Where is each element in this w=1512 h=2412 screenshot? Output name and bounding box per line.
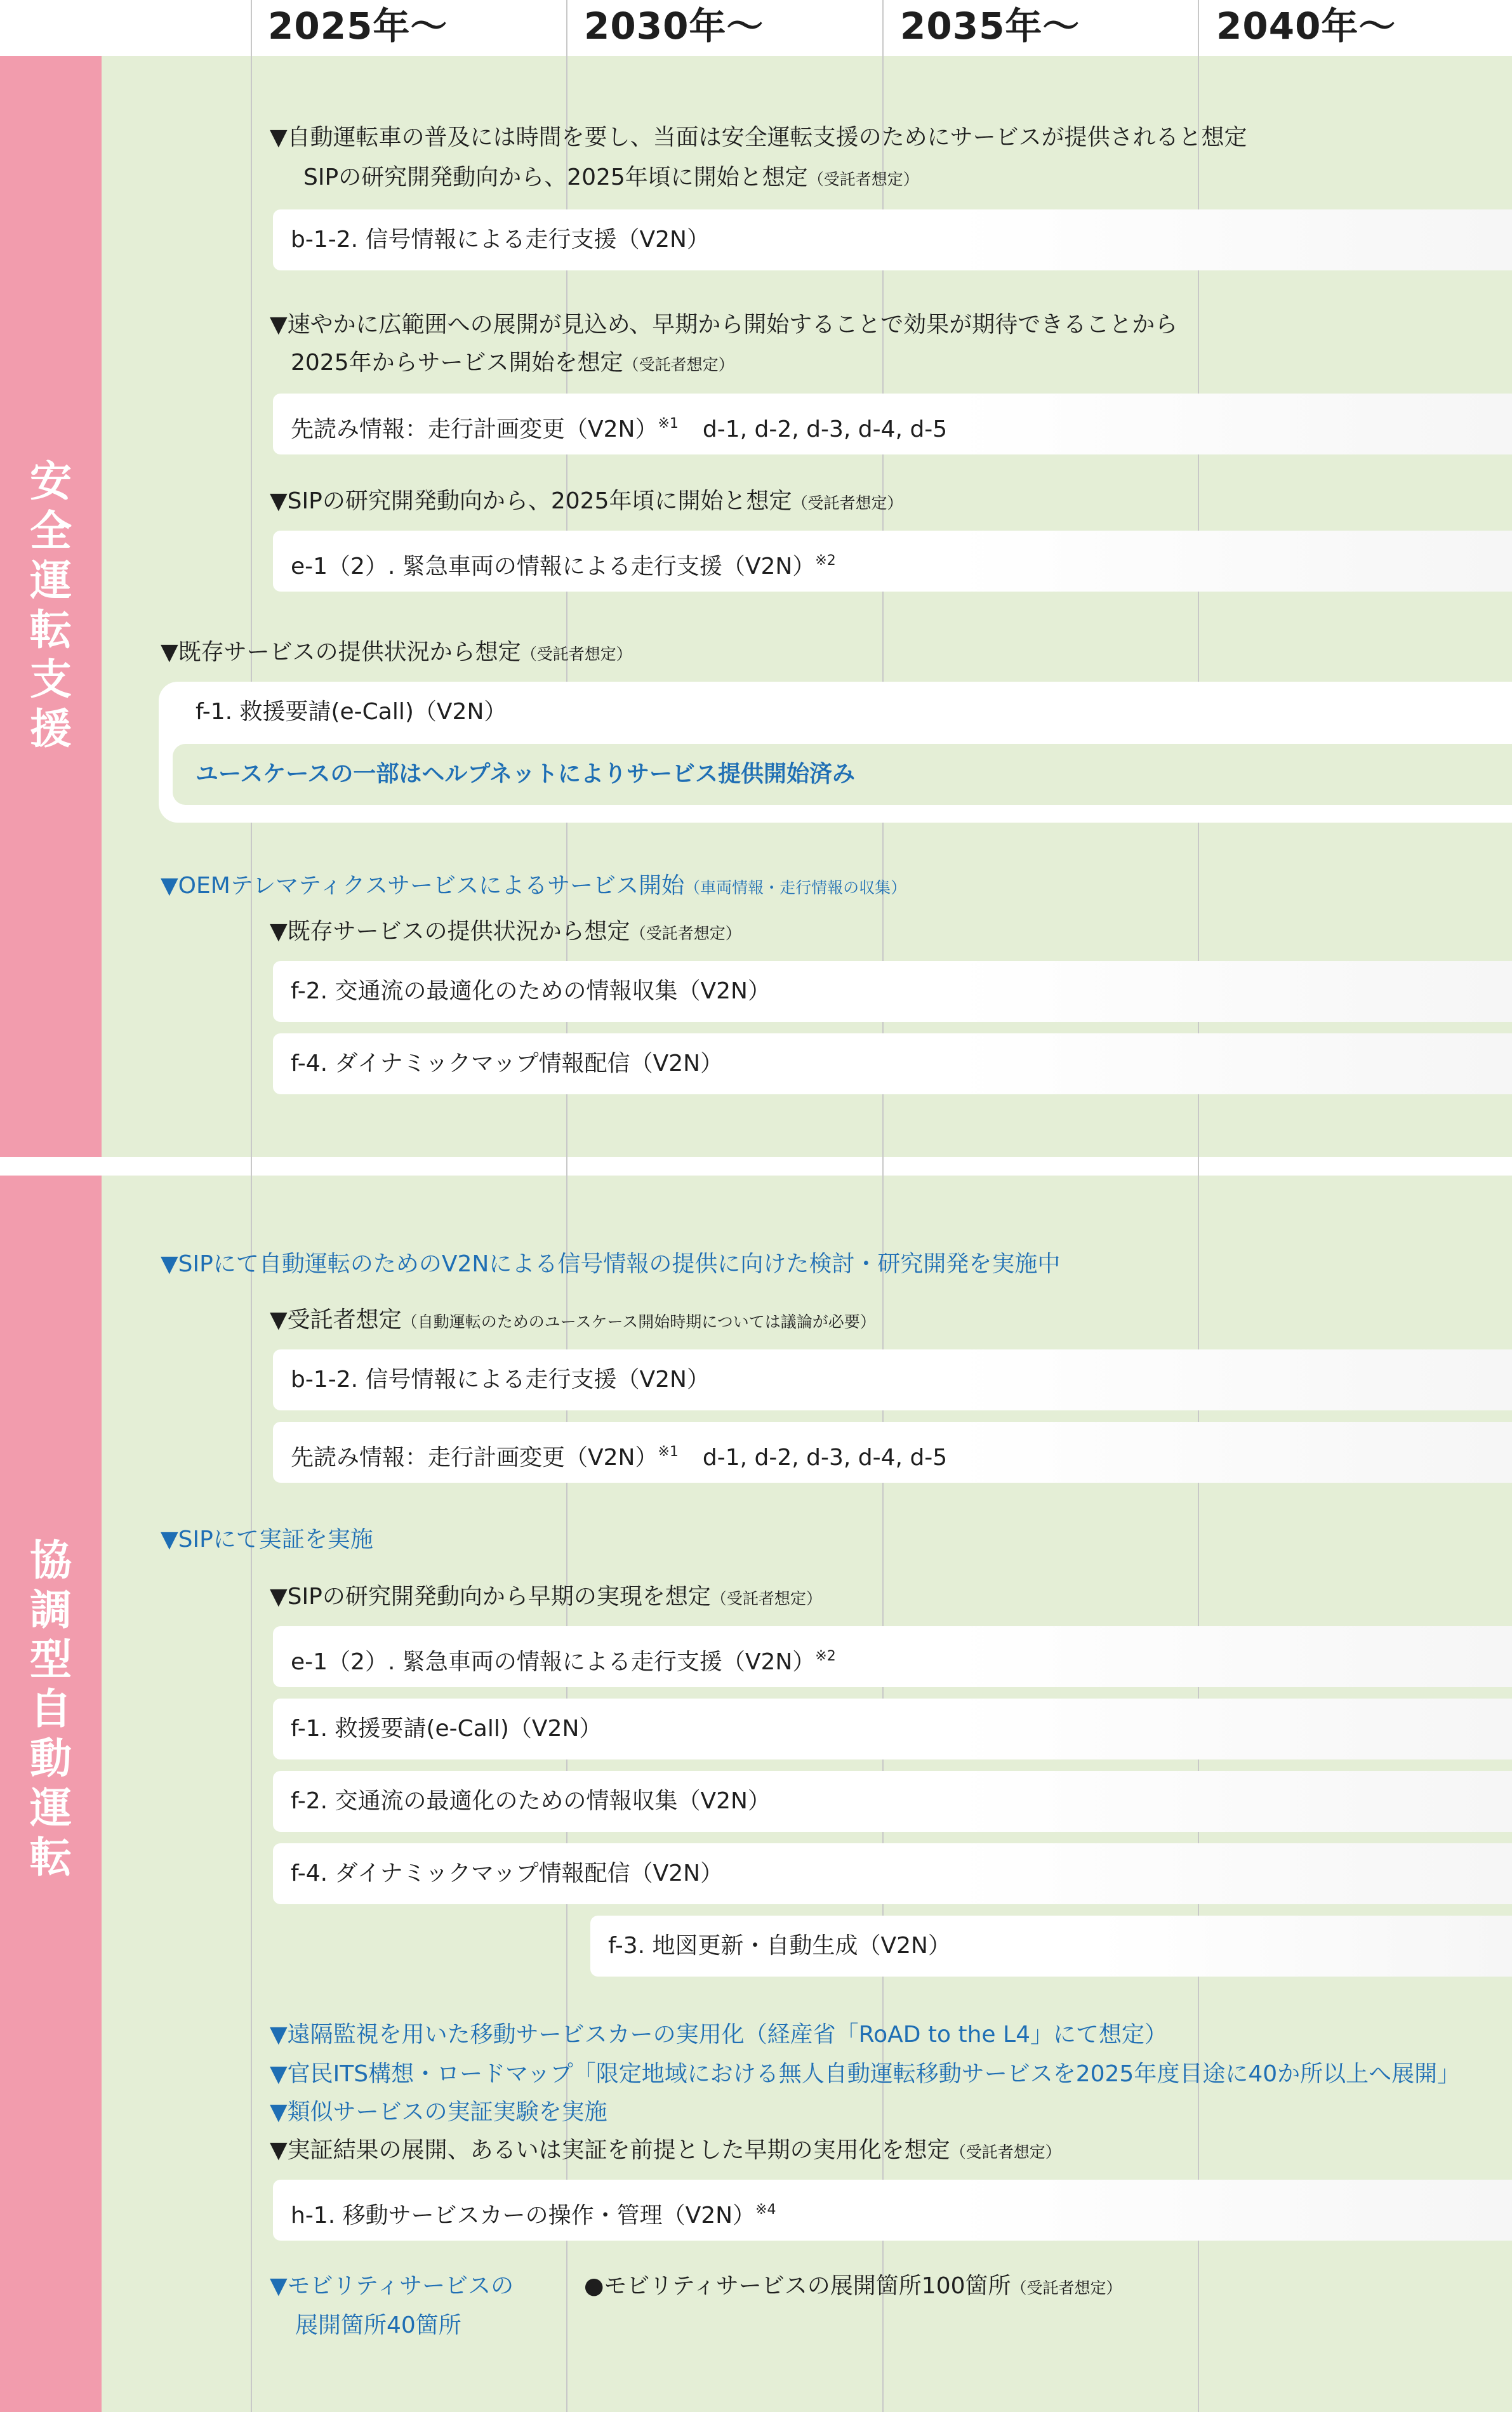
- coop-note-8-small: （受託者想定）: [950, 2143, 1061, 2161]
- coop-bar-h-1-text: h-1. 移動サービスカーの操作・管理（V2N）: [291, 2203, 756, 2229]
- coop-note-10-small: （受託者想定）: [1011, 2279, 1122, 2297]
- safety-note-5-text: ▼OEMテレマティクスサービスによるサービス開始: [161, 873, 685, 899]
- safety-bar-e-1-sup: ※2: [815, 553, 836, 569]
- coop-note-4-small: （受託者想定）: [710, 1589, 822, 1608]
- safety-note-5-small: （車両情報・走行情報の収集）: [684, 878, 907, 897]
- safety-side-title: [0, 457, 102, 754]
- year-2035: 2035年〜: [900, 4, 1080, 48]
- coop-bar-h-1-label: [291, 2196, 776, 2230]
- coop-bar-h-1-sup: ※4: [755, 2202, 776, 2218]
- coop-note-6: ▼官民ITS構想・ロードマップ「限定地域における無人自動運転移動サービスを2025年度目途に40か所以上へ展開」: [270, 2061, 1461, 2087]
- safety-bar-f-2-label: f-2. 交通流の最適化のための情報収集（V2N）: [291, 978, 771, 1004]
- safety-note-2-line2: [291, 349, 734, 379]
- safety-bar-d-ids: d-1, d-2, d-3, d-4, d-5: [702, 416, 948, 442]
- safety-note-4-text: ▼既存サービスの提供状況から想定: [161, 639, 521, 665]
- coop-note-5: ▼遠隔監視を用いた移動サービスカーの実用化（経産省「RoAD to the L4」にて想定）: [270, 2022, 1167, 2048]
- grid-line-2040: [1198, 0, 1199, 2412]
- grid-line-2025: [251, 0, 252, 2412]
- coop-note-2: [270, 1306, 876, 1336]
- safety-panel-item: f-1. 救援要請(e-Call)（V2N）: [196, 699, 507, 725]
- safety-note-1-line1-text: ▼自動運転車の普及には時間を要し、当面は安全運転支援のためにサービスが提供されると想定: [270, 124, 1247, 150]
- coop-note-4: [270, 1583, 822, 1613]
- safety-note-4: [161, 639, 632, 668]
- year-2030: 2030年〜: [584, 4, 764, 48]
- safety-note-2-small: （受託者想定）: [623, 355, 734, 374]
- coop-note-2-text: ▼受託者想定: [270, 1307, 402, 1333]
- coop-note-4-text: ▼SIPの研究開発動向から早期の実現を想定: [270, 1584, 711, 1610]
- safety-note-1-small: （受託者想定）: [807, 170, 919, 189]
- coop-note-1: ▼SIPにて自動運転のためのV2Nによる信号情報の提供に向けた検討・研究開発を実施中: [161, 1251, 1061, 1277]
- safety-note-2-line2-text: 2025年からサービス開始を想定: [291, 350, 623, 376]
- safety-bar-b-1-2-label: b-1-2. 信号情報による走行支援（V2N）: [291, 227, 710, 253]
- safety-bar-f-4-label: f-4. ダイナミックマップ情報配信（V2N）: [291, 1050, 724, 1077]
- coop-bar-d-text: 先読み情報：走行計画変更（V2N）: [291, 1445, 658, 1471]
- coop-note-10-text: ●モビリティサービスの展開箇所100箇所: [584, 2273, 1011, 2299]
- year-2025: 2025年〜: [268, 4, 448, 48]
- coop-side-title: [0, 1536, 102, 1883]
- safety-note-2-line1: [270, 311, 1177, 339]
- coop-note-9-line1: ▼モビリティサービスの: [270, 2273, 514, 2299]
- coop-bar-b-1-2-label: b-1-2. 信号情報による走行支援（V2N）: [291, 1367, 710, 1393]
- coop-note-3: ▼SIPにて実証を実施: [161, 1527, 373, 1553]
- coop-note-8-text: ▼実証結果の展開、あるいは実証を前提とした早期の実用化を想定: [270, 2137, 950, 2163]
- safety-bar-e-1-label: [291, 547, 836, 581]
- coop-note-7: ▼類似サービスの実証実験を実施: [270, 2099, 607, 2125]
- coop-note-2-small: （自動運転のためのユースケース開始時期については議論が必要）: [401, 1313, 876, 1331]
- safety-note-3: [270, 487, 903, 517]
- safety-note-2-line1-text: ▼速やかに広範囲への展開が見込め、早期から開始することで効果が期待できることから: [270, 312, 1178, 338]
- coop-bar-f-4-label: f-4. ダイナミックマップ情報配信（V2N）: [291, 1860, 724, 1886]
- safety-note-4-small: （受託者想定）: [521, 645, 632, 663]
- safety-note-1-line2-text: SIPの研究開発動向から、2025年頃に開始と想定: [303, 164, 808, 190]
- safety-note-6-small: （受託者想定）: [630, 924, 741, 943]
- coop-bar-d-ids: d-1, d-2, d-3, d-4, d-5: [702, 1445, 948, 1471]
- safety-bar-e-1-text: e-1（2）. 緊急車両の情報による走行支援（V2N）: [291, 553, 816, 580]
- safety-note-6-text: ▼既存サービスの提供状況から想定: [270, 918, 630, 944]
- coop-bar-f-1-label: f-1. 救援要請(e-Call)（V2N）: [291, 1716, 602, 1742]
- coop-bar-d-sup: ※1: [658, 1444, 679, 1460]
- coop-bar-f-3-label: f-3. 地図更新・自動生成（V2N）: [608, 1933, 951, 1959]
- coop-bar-e-1-label: [291, 1643, 836, 1676]
- coop-bar-e-1-text: e-1（2）. 緊急車両の情報による走行支援（V2N）: [291, 1649, 816, 1675]
- coop-bar-d-label: [291, 1438, 947, 1472]
- safety-note-5: [161, 872, 906, 902]
- coop-bar-f-2-label: f-2. 交通流の最適化のための情報収集（V2N）: [291, 1788, 771, 1814]
- safety-title-text: 安全運転支援: [30, 457, 72, 753]
- safety-panel-sub: ユースケースの一部はヘルプネットによりサービス提供開始済み: [196, 761, 855, 787]
- safety-note-3-text: ▼SIPの研究開発動向から、2025年頃に開始と想定: [270, 488, 792, 514]
- coop-title-text: 協調型自動運転: [30, 1536, 72, 1882]
- grid-line-2035: [882, 0, 884, 2412]
- coop-note-10: [584, 2272, 1122, 2302]
- year-2040: 2040年〜: [1216, 4, 1396, 48]
- coop-note-8: [270, 2137, 1061, 2166]
- safety-note-1-line2: [303, 164, 919, 194]
- safety-bar-d-sup: ※1: [658, 416, 679, 432]
- safety-note-1-line1: [270, 124, 1247, 152]
- coop-note-9-line2: 展開箇所40箇所: [295, 2312, 461, 2338]
- safety-note-6: [270, 918, 741, 948]
- safety-bar-d-label: [291, 410, 947, 444]
- safety-note-3-small: （受託者想定）: [792, 494, 903, 512]
- safety-bar-d-text: 先読み情報：走行計画変更（V2N）: [291, 416, 658, 442]
- coop-bar-e-1-sup: ※2: [815, 1648, 836, 1664]
